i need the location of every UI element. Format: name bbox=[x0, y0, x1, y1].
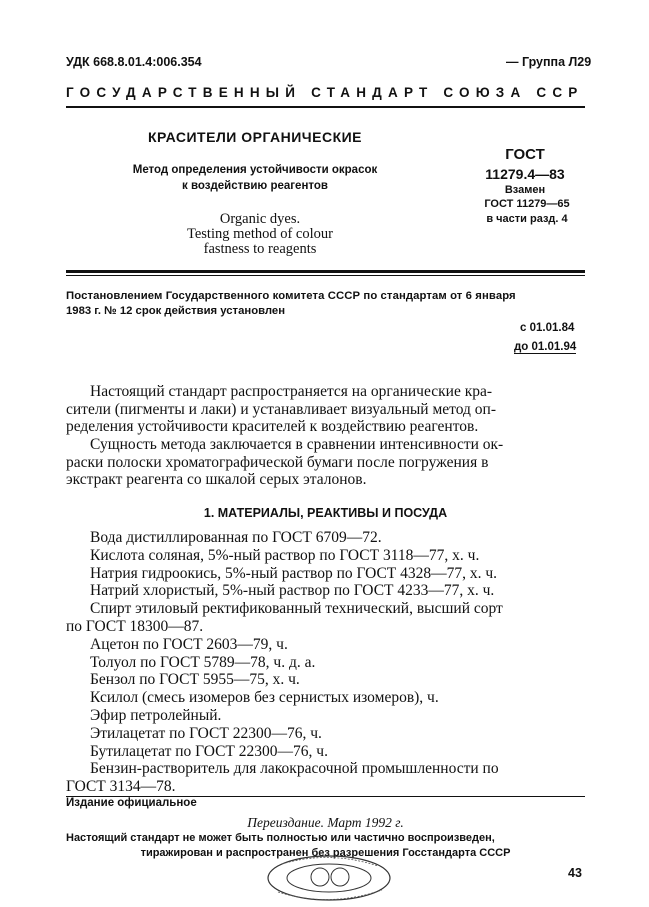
reissue-note: Переиздание. Март 1992 г. bbox=[247, 815, 404, 830]
copyright-line2: тиражирован и распространен без разрешения Госстандарта СССР bbox=[140, 847, 511, 859]
replaced-part: в части разд. 4 bbox=[486, 213, 568, 225]
intro-line: раски полоски хроматографической бумаги после погружения в bbox=[66, 453, 489, 471]
official-edition: Издание официальное bbox=[66, 797, 197, 809]
list-item: ГОСТ 3134—78. bbox=[66, 778, 176, 796]
effective-to: до 01.01.94 bbox=[514, 341, 577, 353]
list-item: Бензин-растворитель для лакокрасочной промышленности по bbox=[90, 760, 499, 778]
intro-paragraph-1 bbox=[66, 383, 585, 436]
effective-from: с 01.01.84 bbox=[520, 322, 575, 334]
list-item: Бутилацетат по ГОСТ 22300—76, ч. bbox=[90, 742, 328, 760]
title-en-line2: Testing method of colour bbox=[187, 226, 333, 242]
subtitle-ru-line1: Метод определения устойчивости окрасок bbox=[132, 164, 378, 176]
title-en-line1: Organic dyes. bbox=[219, 211, 301, 227]
page-number: 43 bbox=[568, 866, 582, 880]
decree-line1: Постановлением Государственного комитета СССР по стандартам от 6 января bbox=[66, 290, 516, 302]
title-en-line3: fastness to reagents bbox=[203, 241, 317, 257]
state-standard-heading: ГОСУДАРСТВЕННЫЙ СТАНДАРТ СОЮЗА ССР bbox=[66, 85, 584, 100]
intro-line: Сущность метода заключается в сравнении интенсивности ок- bbox=[90, 436, 504, 453]
intro-line: Настоящий стандарт распространяется на органические кра- bbox=[90, 383, 493, 400]
section-1-heading: 1. МАТЕРИАЛЫ, РЕАКТИВЫ И ПОСУДА bbox=[203, 506, 448, 520]
list-item: Спирт этиловый ректификованный технический, высший сорт bbox=[90, 600, 503, 618]
replaces-label: Взамен bbox=[504, 184, 546, 196]
subtitle-ru-line2: к воздействию реагентов bbox=[182, 180, 328, 192]
list-item: Ксилол (смесь изомеров без сернистых изомеров), ч. bbox=[90, 689, 439, 707]
list-item: Кислота соляная, 5%-ный раствор по ГОСТ 3118—77, х. ч. bbox=[90, 546, 480, 564]
udk-code: УДК 668.8.01.4:006.354 bbox=[66, 55, 202, 69]
list-item: Вода дистиллированная по ГОСТ 6709—72. bbox=[90, 529, 382, 546]
list-item: Натрий хлористый, 5%-ный раствор по ГОСТ 4233—77, х. ч. bbox=[90, 582, 495, 600]
gost-label: ГОСТ bbox=[505, 146, 545, 163]
list-item: Натрия гидроокись, 5%-ный раствор по ГОСТ 4328—77, х. ч. bbox=[90, 564, 498, 582]
old-gost: ГОСТ 11279—65 bbox=[484, 198, 570, 210]
list-item: Ацетон по ГОСТ 2603—79, ч. bbox=[90, 635, 288, 653]
section-rule-thick bbox=[66, 270, 585, 273]
document-title: КРАСИТЕЛИ ОРГАНИЧЕСКИЕ bbox=[147, 129, 363, 145]
intro-line: экстракт реагента со шкалой серых эталонов. bbox=[66, 471, 367, 488]
list-item: Бензол по ГОСТ 5955—75, х. ч. bbox=[90, 671, 300, 689]
header-rule bbox=[66, 106, 585, 108]
list-item: Этилацетат по ГОСТ 22300—76, ч. bbox=[90, 724, 322, 742]
group-code: — Группа Л29 bbox=[506, 55, 592, 69]
section-rule-thin bbox=[66, 275, 585, 276]
list-item: по ГОСТ 18300—87. bbox=[66, 617, 204, 635]
copyright-line1: Настоящий стандарт не может быть полностью или частично воспроизведен, bbox=[66, 832, 495, 844]
materials-list bbox=[66, 529, 585, 796]
list-item: Эфир петролейный. bbox=[90, 706, 222, 724]
decree-line2: 1983 г. № 12 срок действия установлен bbox=[66, 305, 286, 317]
list-item: Толуол по ГОСТ 5789—78, ч. д. а. bbox=[90, 653, 316, 671]
library-stamp-icon bbox=[264, 852, 394, 904]
intro-line: сители (пигменты и лаки) и устанавливает визуальный метод оп- bbox=[66, 400, 496, 418]
intro-line: ределения устойчивости красителей к воздействию реагентов. bbox=[66, 418, 479, 435]
gost-number: 11279.4—83 bbox=[485, 166, 565, 182]
intro-paragraph-2 bbox=[66, 436, 585, 489]
